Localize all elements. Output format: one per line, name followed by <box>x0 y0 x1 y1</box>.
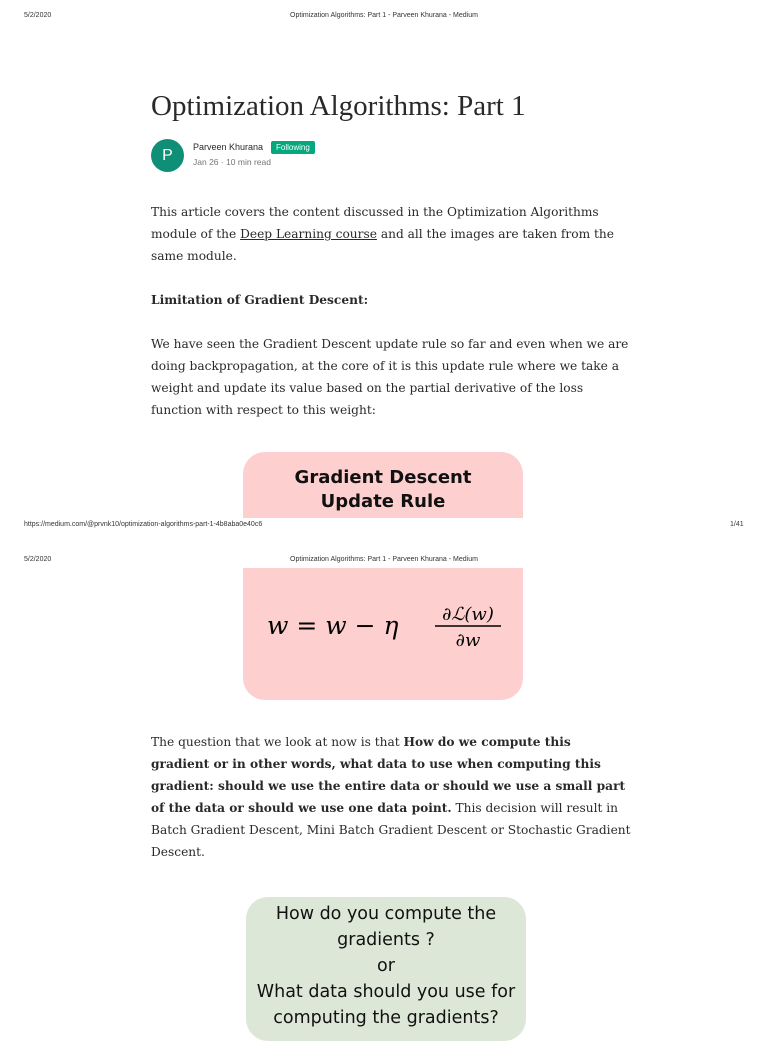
formula-denominator: ∂w <box>455 630 481 651</box>
print-page-number: 1/41 <box>730 521 744 528</box>
intro-paragraph <box>151 201 631 267</box>
question-text-before: The question that we look at now is that <box>151 735 404 749</box>
update-rule-card-bottom <box>243 568 523 700</box>
card2-line2: gradients ? <box>337 930 435 950</box>
update-rule-heading-line2: Update Rule <box>320 491 446 512</box>
section-heading-text: Limitation of Gradient Descent: <box>151 293 369 307</box>
intro-text-after: and all the images are taken from the same module. <box>151 227 614 263</box>
print-url: https://medium.com/@prvnk10/optimization-algorithms-part-1-4b8aba0e40c6 <box>24 521 263 528</box>
gradients-question-card <box>246 897 526 1041</box>
deep-learning-course-link[interactable]: Deep Learning course <box>240 227 377 241</box>
card2-line4: What data should you use for <box>256 982 516 1002</box>
author-name[interactable]: Parveen Khurana <box>193 142 264 152</box>
intro-text-before: This article covers the content discussed in the Optimization Algorithms module of the <box>151 205 599 241</box>
question-text-after: This decision will result in Batch Gradient Descent, Mini Batch Gradient Descent or Stochastic Gradient Descent. <box>151 801 631 859</box>
card2-line5: computing the gradients? <box>273 1008 499 1028</box>
update-rule-heading-line1: Gradient Descent <box>294 467 472 488</box>
question-text-bold: How do we compute this gradient or in other words, what data to use when computing this gradient: should we use the entire data or should we use a small part of the data or should we use one data point. <box>151 735 626 815</box>
print-date-page2: 5/2/2020 <box>24 556 52 563</box>
print-date: 5/2/2020 <box>24 12 52 19</box>
update-rule-card-top <box>243 452 523 518</box>
formula-lhs: w = w − η <box>267 611 399 640</box>
card2-line1: How do you compute the <box>275 904 497 924</box>
section-heading <box>151 289 631 311</box>
avatar-letter: P <box>162 146 173 164</box>
article-meta: Jan 26 · 10 min read <box>193 157 271 167</box>
article-title: Optimization Algorithms: Part 1 <box>151 90 526 122</box>
avatar[interactable] <box>151 139 184 172</box>
print-doc-title-page2: Optimization Algorithms: Part 1 - Parveen Khurana - Medium <box>290 556 478 563</box>
question-paragraph <box>151 731 631 863</box>
formula-numerator: ∂ℒ(w) <box>442 604 494 625</box>
print-doc-title: Optimization Algorithms: Part 1 - Parveen Khurana - Medium <box>290 12 478 19</box>
following-button[interactable]: Following <box>271 141 315 154</box>
update-rule-heading <box>243 466 523 514</box>
gradient-descent-paragraph: We have seen the Gradient Descent update rule so far and even when we are doing backpropagation, at the core of it is this update rule where we take a weight and update its value based on the partial derivative of the loss function with respect to this weight: <box>151 337 629 417</box>
update-rule-formula <box>243 590 523 660</box>
card2-line3: or <box>377 956 395 976</box>
